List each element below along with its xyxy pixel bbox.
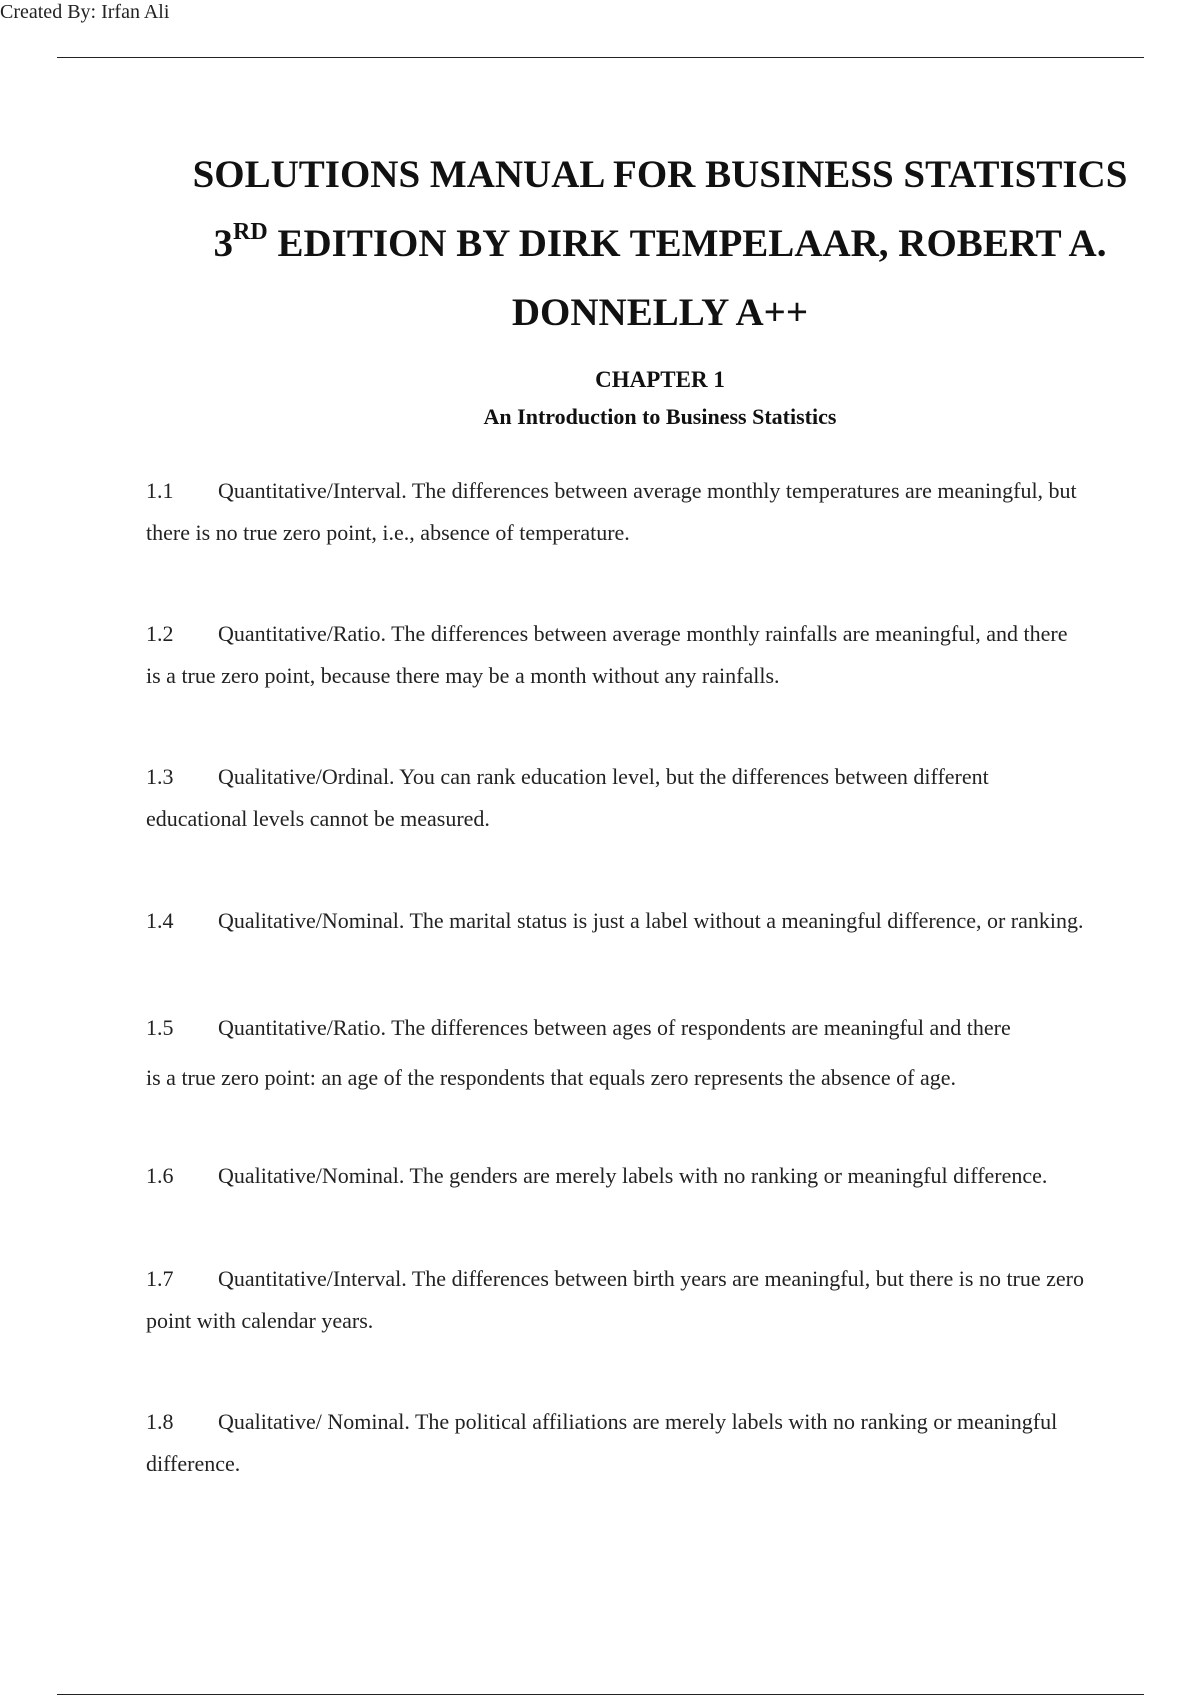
item-number: 1.1 xyxy=(146,478,174,503)
chapter-subtitle: An Introduction to Business Statistics xyxy=(483,404,837,429)
item-text-line-1: Quantitative/Interval. The differences between birth years are meaningful, but there is no true zero xyxy=(218,1266,1085,1291)
item-text-line-1: Quantitative/Ratio. The differences between average monthly rainfalls are meaningful, and there xyxy=(218,621,1068,646)
edition-superscript: RD xyxy=(233,219,268,245)
item-number: 1.7 xyxy=(146,1266,174,1291)
answer-item-1-5 xyxy=(146,1003,1176,1103)
item-number: 1.8 xyxy=(146,1409,174,1434)
item-text-line-2: point with calendar years. xyxy=(146,1308,374,1333)
item-text-line-1: Quantitative/Ratio. The differences between ages of respondents are meaningful and there xyxy=(218,1015,1011,1040)
item-number: 1.4 xyxy=(146,908,174,933)
item-text-line-1: Qualitative/Nominal. The marital status is just a label without a meaningful difference, or ranking. xyxy=(218,908,1084,933)
item-number: 1.3 xyxy=(146,764,174,789)
edition-number: 3 xyxy=(213,222,234,265)
answer-item-1-3 xyxy=(146,756,1176,840)
answer-item-1-2 xyxy=(146,613,1176,697)
answer-item-1-4 xyxy=(146,900,1176,942)
answer-item-1-7 xyxy=(146,1258,1176,1342)
item-text-line-2: there is no true zero point, i.e., absence of temperature. xyxy=(146,520,630,545)
item-text-line-2: educational levels cannot be measured. xyxy=(146,806,490,831)
chapter-heading: CHAPTER 1 xyxy=(595,367,725,392)
item-text-line-1: Qualitative/ Nominal. The political affiliations are merely labels with no ranking or meaningful xyxy=(218,1409,1058,1434)
created-by-label: Created By: Irfan Ali xyxy=(0,1,170,23)
item-number: 1.5 xyxy=(146,1015,174,1040)
answer-item-1-1 xyxy=(146,470,1176,554)
item-text-line-1: Quantitative/Interval. The differences between average monthly temperatures are meaningful, but xyxy=(218,478,1077,503)
item-number: 1.2 xyxy=(146,621,174,646)
item-text-line-2: is a true zero point, because there may be a month without any rainfalls. xyxy=(146,663,780,688)
item-text-line-2: is a true zero point: an age of the respondents that equals zero represents the absence of age. xyxy=(146,1065,957,1090)
document-title xyxy=(145,140,1175,347)
answer-item-1-6 xyxy=(146,1155,1176,1197)
title-line-3: DONNELLY A++ xyxy=(511,291,809,334)
answer-item-1-8 xyxy=(146,1401,1176,1485)
item-text-line-1: Qualitative/Ordinal. You can rank education level, but the differences between different xyxy=(218,764,989,789)
title-line-2 xyxy=(145,209,1175,278)
title-line-2-rest: EDITION BY DIRK TEMPELAAR, ROBERT A. xyxy=(267,222,1107,265)
item-text-line-1: Qualitative/Nominal. The genders are merely labels with no ranking or meaningful difference. xyxy=(218,1163,1048,1188)
item-number: 1.6 xyxy=(146,1163,174,1188)
title-line-1: SOLUTIONS MANUAL FOR BUSINESS STATISTICS xyxy=(192,153,1128,196)
bottom-divider xyxy=(57,1694,1144,1695)
top-divider xyxy=(57,57,1144,58)
item-text-line-2: difference. xyxy=(146,1451,241,1476)
